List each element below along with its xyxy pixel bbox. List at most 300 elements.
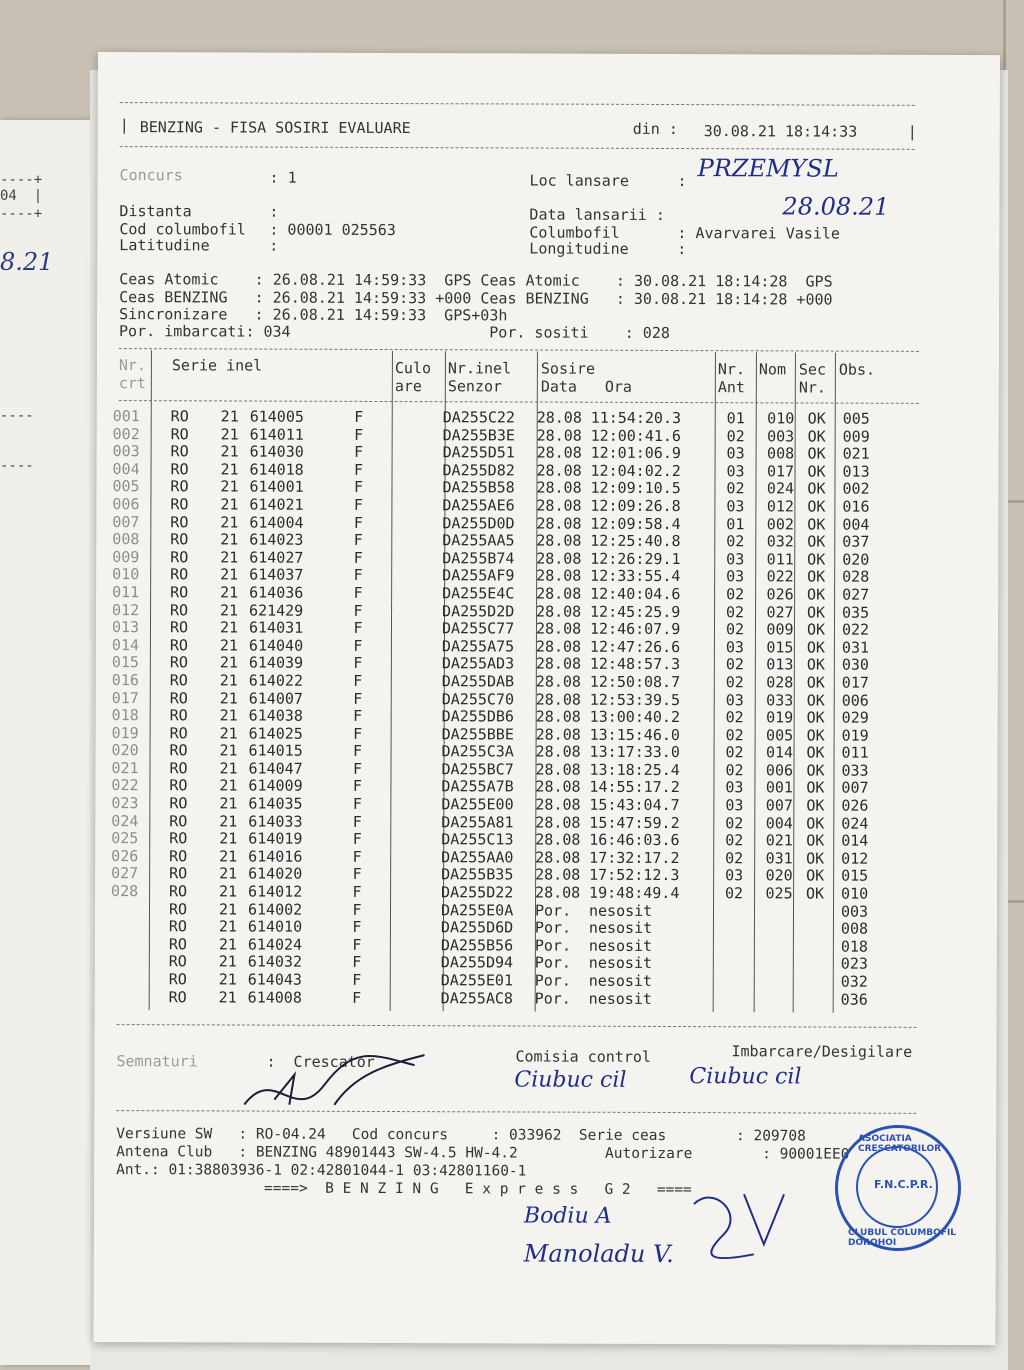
cell-c: RO <box>169 794 188 813</box>
cell-culo <box>386 814 441 832</box>
divider <box>119 348 919 352</box>
cell-culo <box>386 761 441 779</box>
cell-nom: 026 <box>766 585 794 604</box>
cell-culo <box>386 990 441 1008</box>
cell-time: 12:09:10.5 <box>590 479 681 498</box>
cell-ant: 03 <box>726 549 745 569</box>
cell-nr <box>111 953 148 971</box>
cell-senzor: DA255B3E <box>442 425 515 445</box>
cell-ant: 02 <box>725 761 744 780</box>
cell-c: RO <box>169 706 188 725</box>
cell-ring: 614031 <box>248 618 304 637</box>
cell-y: 21 <box>220 407 239 426</box>
cell-date: 28.08 <box>535 637 582 656</box>
col-ora: Ora <box>604 377 632 396</box>
cell-c: RO <box>169 688 188 707</box>
cell-sec: OK <box>806 655 825 674</box>
cell-obs: 021 <box>842 444 870 463</box>
cell-sec <box>797 921 833 939</box>
cell-s: F <box>353 601 363 620</box>
document-title: BENZING - FISA SOSIRI EVALUARE <box>139 118 411 138</box>
cell-y: 21 <box>219 847 238 866</box>
cell-sec: OK <box>806 726 825 745</box>
cell-nom: 003 <box>767 426 795 446</box>
cell-ant <box>707 956 761 974</box>
cell-sec: OK <box>806 620 826 639</box>
cell-y: 21 <box>220 565 239 584</box>
cell-senzor: DA255C77 <box>441 619 515 638</box>
col-nom: Nom <box>758 360 787 379</box>
cell-nr: 021 <box>111 758 139 778</box>
cell-c: RO <box>168 987 187 1006</box>
cell-nr <box>111 901 148 919</box>
cell-date: 28.08 <box>536 461 582 480</box>
cell-culo <box>387 585 442 603</box>
cell-y: 21 <box>219 724 238 743</box>
cell-c: RO <box>169 635 188 655</box>
col-ant: Ant <box>717 378 745 397</box>
cell-s: F <box>352 935 362 954</box>
cell-date: 28.08 <box>536 496 582 515</box>
cell-sec: OK <box>806 866 825 885</box>
stamp-top-text: ASOCIATIA CRESCATORILOR <box>858 1134 942 1154</box>
cell-senzor: DA255D0D <box>442 513 515 533</box>
cell-nom: 009 <box>766 620 794 639</box>
cell-ant: 03 <box>725 690 744 709</box>
cell-date: 28.08 <box>535 672 581 691</box>
cell-sec: OK <box>806 638 825 657</box>
col-data: Data <box>540 377 577 396</box>
cell-time: 12:50:08.7 <box>589 672 681 691</box>
comisia-signature-2: Ciubuc cil <box>689 1064 802 1090</box>
col-nr: Nr. <box>118 356 147 375</box>
cell-ant: 02 <box>726 532 745 551</box>
cell-senzor: DA255A81 <box>441 812 514 832</box>
cell-ring: 614022 <box>248 671 304 690</box>
cell-date: 28.08 <box>535 795 581 814</box>
arrivals-table <box>111 408 903 1009</box>
cell-sec: OK <box>807 462 826 481</box>
cell-senzor: DA255AE6 <box>442 496 515 515</box>
cell-ring: 614019 <box>248 829 303 848</box>
cell-sec <box>797 903 833 921</box>
cell-senzor: DA255BC7 <box>441 760 514 779</box>
cell-time: nesosit <box>588 901 653 920</box>
cell-time: 12:40:04.6 <box>590 584 681 603</box>
cell-sec: OK <box>806 708 825 727</box>
cell-y: 21 <box>219 882 238 901</box>
cell-y: 21 <box>219 636 238 655</box>
cell-nr: 013 <box>111 618 140 637</box>
cell-ring: 614027 <box>249 548 304 567</box>
cell-date: 28.08 <box>535 690 581 709</box>
cell-c: RO <box>169 882 188 901</box>
cell-nom <box>761 903 797 921</box>
cell-ring: 614043 <box>247 970 302 989</box>
cell-y: 21 <box>220 530 239 549</box>
cell-ant: 02 <box>725 708 744 727</box>
cell-sec: OK <box>807 515 826 534</box>
cell-nr: 012 <box>112 600 140 619</box>
cell-obs: 007 <box>841 779 869 798</box>
cell-s: F <box>352 794 362 813</box>
cell-senzor: DA255AA5 <box>442 531 515 550</box>
cell-y: 21 <box>219 600 239 620</box>
cell-ant: 01 <box>726 409 745 428</box>
pigeons-count: Por. imbarcati: 034 Por. sositi : 028 <box>118 322 670 342</box>
cell-nr: 023 <box>111 794 139 813</box>
cell-ring: 614010 <box>247 917 303 936</box>
cell-culo <box>386 919 441 937</box>
cell-s: F <box>353 460 364 479</box>
cell-nr: 009 <box>112 547 140 566</box>
cell-date: 28.08 <box>536 531 582 550</box>
cell-nom: 017 <box>766 462 795 481</box>
cell-s: F <box>352 988 362 1007</box>
cell-obs: 035 <box>842 603 870 622</box>
cell-ant: 02 <box>725 673 744 692</box>
cell-obs: 026 <box>841 796 869 815</box>
cell-time: 19:48:49.4 <box>589 883 680 903</box>
cell-senzor: DA255AD3 <box>441 654 515 673</box>
cell-culo <box>386 796 441 814</box>
cell-nom: 005 <box>766 726 794 745</box>
cell-culo <box>387 497 442 515</box>
cell-sec: OK <box>806 603 826 622</box>
cell-s: F <box>352 900 362 919</box>
cell-ring: 614023 <box>249 530 304 549</box>
col-culo: Culo <box>394 359 432 378</box>
cell-culo <box>387 708 442 726</box>
cell-nom: 011 <box>766 550 794 569</box>
cell-sec: OK <box>806 778 825 798</box>
cell-ring: 614021 <box>249 495 304 514</box>
semnaturi-label: Semnaturi <box>116 1052 198 1071</box>
report-datetime: 30.08.21 18:14:33 <box>703 122 858 141</box>
cell-senzor: DA255BBE <box>441 724 514 744</box>
cell-ant: 03 <box>726 461 745 481</box>
cell-obs: 016 <box>842 497 870 516</box>
cell-obs: 022 <box>841 620 870 639</box>
col-crt: crt <box>118 374 146 393</box>
cell-s: F <box>354 407 364 426</box>
cell-nr: 020 <box>111 741 139 760</box>
cell-nom: 027 <box>766 602 794 621</box>
cell-obs: 004 <box>842 515 870 534</box>
cell-senzor: DA255E0A <box>440 900 514 920</box>
cell-date: 28.08 <box>535 830 581 849</box>
cell-ring: 614018 <box>249 460 304 479</box>
cell-time: nesosit <box>588 954 653 973</box>
cell-date: 28.08 <box>536 602 582 621</box>
cell-senzor: DA255D22 <box>441 883 514 902</box>
cell-s: F <box>352 865 362 884</box>
cell-time: 12:46:07.9 <box>589 619 681 639</box>
cell-ant: 01 <box>726 514 745 533</box>
stamp-center-text: F.N.C.P.R. <box>874 1178 933 1191</box>
cell-time: 12:01:06.9 <box>590 443 681 463</box>
cell-nom: 012 <box>766 497 794 516</box>
cell-ring: 614015 <box>248 741 303 761</box>
cell-nr: 014 <box>111 635 140 654</box>
cell-c: RO <box>169 653 188 672</box>
cell-culo <box>386 849 441 867</box>
cell-nr: 006 <box>112 495 140 514</box>
cell-time: nesosit <box>588 989 652 1008</box>
cell-obs: 008 <box>840 919 869 938</box>
cell-sec <box>797 991 833 1009</box>
cell-obs: 015 <box>841 867 869 886</box>
cell-obs: 006 <box>841 691 869 710</box>
cell-y: 21 <box>219 776 238 795</box>
cell-c: RO <box>168 899 188 918</box>
cell-date: 28.08 <box>535 760 581 779</box>
cell-nr: 015 <box>111 653 139 672</box>
cell-culo <box>387 655 442 673</box>
cell-senzor: DA255B74 <box>442 548 515 568</box>
cell-ant: 02 <box>725 813 744 832</box>
cell-y: 21 <box>220 548 239 567</box>
cell-date: 28.08 <box>536 408 582 427</box>
cell-date: Por. <box>534 901 572 920</box>
cell-y: 21 <box>219 688 238 707</box>
cell-nom: 020 <box>765 866 793 885</box>
cell-c: RO <box>170 512 189 531</box>
loc-colon: : <box>677 172 687 191</box>
cell-sec: OK <box>806 796 825 815</box>
cell-time: nesosit <box>588 971 653 990</box>
cell-senzor: DA255C3A <box>441 742 514 761</box>
cell-y: 21 <box>218 917 238 936</box>
header-bar-right: | <box>907 122 917 141</box>
cell-senzor: DA255A75 <box>441 636 515 656</box>
cell-y: 21 <box>219 706 238 725</box>
cell-culo <box>387 603 442 621</box>
header-bar-left: | <box>119 116 129 135</box>
cell-s: F <box>353 495 363 514</box>
cell-time: 15:47:59.2 <box>589 813 680 832</box>
cell-s: F <box>352 759 363 778</box>
cell-ant: 03 <box>725 796 744 815</box>
cell-obs: 013 <box>842 462 870 481</box>
cell-nr: 022 <box>111 776 139 795</box>
lat-label: Latitudine <box>119 236 210 255</box>
table-row <box>111 989 901 1009</box>
cell-time: 13:15:46.0 <box>589 725 680 744</box>
cell-nr: 011 <box>112 582 140 602</box>
cell-c: RO <box>170 460 189 479</box>
cell-s: F <box>352 812 362 831</box>
cell-date: 28.08 <box>536 478 582 498</box>
clock-atomic: Ceas Atomic : 26.08.21 14:59:33 GPS Ceas Atomic : 30.08.21 18:14:28 GPS <box>119 270 833 291</box>
cell-senzor: DA255E01 <box>440 971 514 990</box>
cell-ring: 614005 <box>249 407 304 426</box>
cell-time: 13:17:33.0 <box>589 743 680 762</box>
col-nr-ant: Nr. <box>717 360 746 379</box>
cell-y: 21 <box>218 970 237 989</box>
cell-time: 13:18:25.4 <box>589 760 680 779</box>
cell-nom <box>761 956 797 974</box>
cell-y: 21 <box>219 671 238 690</box>
cell-senzor: DA255D51 <box>442 443 515 462</box>
cell-nom: 013 <box>766 655 794 674</box>
cell-culo <box>386 778 441 796</box>
cell-sec <box>797 938 833 956</box>
cell-date: 28.08 <box>536 514 582 533</box>
cell-sec: OK <box>806 673 825 692</box>
cell-ring: 614033 <box>248 812 303 831</box>
col-serie: Serie inel <box>171 356 263 375</box>
cell-culo <box>387 567 442 585</box>
cell-date: Por. <box>534 936 572 955</box>
col-nrinel: Nr.inel <box>447 359 512 378</box>
cell-senzor: DA255E4C <box>442 584 515 603</box>
cell-s: F <box>352 882 362 901</box>
official-signature <box>684 1174 794 1274</box>
cell-ant: 02 <box>725 884 744 903</box>
cell-culo <box>386 954 441 972</box>
cell-ant: 02 <box>725 849 744 868</box>
long-label: Longitudine <box>529 239 629 258</box>
cell-time: 16:46:03.6 <box>589 830 680 850</box>
cell-s: F <box>353 583 363 602</box>
cell-nr <box>111 936 148 954</box>
comisia-signature-1: Ciubuc cil <box>514 1067 627 1093</box>
cell-senzor: DA255B56 <box>440 936 514 955</box>
cell-y: 21 <box>219 794 238 813</box>
cell-senzor: DA255AC8 <box>440 988 513 1008</box>
cell-obs: 003 <box>840 902 869 921</box>
cell-senzor: DA255DB6 <box>441 707 514 726</box>
cell-c: RO <box>169 741 188 760</box>
cell-time: 12:09:58.4 <box>590 514 681 533</box>
cell-nr: 018 <box>111 706 139 725</box>
loc-label: Loc lansare <box>529 171 629 190</box>
cell-y: 21 <box>220 477 239 496</box>
cell-nom: 007 <box>765 796 793 815</box>
cell-ring: 614040 <box>248 636 304 655</box>
cell-c: RO <box>169 847 188 866</box>
cell-date: 28.08 <box>536 549 582 568</box>
cell-s: F <box>353 636 363 655</box>
cell-obs: 030 <box>841 655 869 675</box>
cell-s: F <box>352 953 362 972</box>
cell-ring: 614012 <box>248 882 303 901</box>
cell-senzor: DA255C13 <box>441 830 514 849</box>
cell-nom <box>761 991 797 1009</box>
cell-culo <box>387 691 442 709</box>
cell-nom: 021 <box>765 831 793 850</box>
cell-nr: 005 <box>112 477 140 496</box>
divider <box>117 1024 917 1028</box>
cell-c: RO <box>168 970 187 989</box>
cell-senzor: DA255D2D <box>442 601 515 620</box>
col-sec: Sec <box>798 360 827 379</box>
cell-y: 21 <box>219 618 239 637</box>
cell-ring: 614030 <box>249 442 304 461</box>
cell-obs: 010 <box>841 884 869 903</box>
cell-obs: 011 <box>841 743 869 762</box>
cell-date: 28.08 <box>535 654 582 674</box>
cell-culo <box>388 444 443 462</box>
cell-ring: 614032 <box>247 952 303 972</box>
cell-y: 21 <box>219 741 238 760</box>
cell-ring: 621429 <box>249 601 304 620</box>
cell-senzor: DA255C70 <box>441 689 515 708</box>
left-handwriting: 8.21 <box>0 248 54 276</box>
imbarcare-label: Imbarcare/Desigilare <box>731 1042 913 1061</box>
cell-time: 12:26:29.1 <box>590 549 681 568</box>
left-frag: 04 | <box>0 188 43 204</box>
cell-c: RO <box>169 600 189 619</box>
cell-y: 21 <box>218 900 238 919</box>
cell-c: RO <box>169 723 188 743</box>
cell-date: Por. <box>534 971 571 990</box>
cell-nr: 007 <box>112 512 140 531</box>
cell-culo <box>387 550 442 568</box>
cell-ring: 614009 <box>248 776 303 796</box>
cell-time: 15:43:04.7 <box>589 795 680 815</box>
cell-date: 28.08 <box>535 865 581 885</box>
col-senzor: Senzor <box>447 377 503 396</box>
cell-obs: 028 <box>842 567 870 587</box>
cell-time: 17:52:12.3 <box>589 866 680 885</box>
cell-ring: 614037 <box>249 565 304 585</box>
cell-ant: 02 <box>725 725 744 744</box>
cell-senzor: DA255C22 <box>442 408 516 427</box>
data-lansarii-handwritten: 28.08.21 <box>782 192 890 221</box>
concurs-value: : 1 <box>269 168 297 187</box>
divider <box>119 400 919 404</box>
cell-s: F <box>353 689 363 708</box>
cell-ant: 03 <box>726 497 745 516</box>
cell-ring: 614039 <box>248 653 304 673</box>
cell-senzor: DA255E00 <box>441 795 514 814</box>
cell-obs: 017 <box>841 673 869 692</box>
cell-obs: 019 <box>841 726 869 745</box>
cell-nom: 033 <box>766 690 794 709</box>
cell-nr: 026 <box>111 846 139 865</box>
cell-culo <box>388 427 443 445</box>
cell-c: RO <box>170 442 189 461</box>
cell-obs: 005 <box>842 409 870 428</box>
cell-sec: OK <box>807 497 826 516</box>
cell-obs: 029 <box>841 708 869 727</box>
lat-value: : <box>269 236 279 255</box>
cell-culo <box>387 638 442 656</box>
antennas-line: Ant.: 01:38803936-1 02:42801044-1 03:42801160-1 <box>116 1162 527 1180</box>
cell-ant <box>707 920 761 938</box>
cell-y: 21 <box>220 583 239 602</box>
cell-s: F <box>354 443 364 462</box>
cell-nom: 006 <box>765 761 794 780</box>
cell-ant: 02 <box>726 426 745 445</box>
cell-c: RO <box>170 530 189 549</box>
cell-ant: 02 <box>725 602 745 621</box>
cell-obs: 031 <box>841 638 870 657</box>
cell-obs: 018 <box>840 937 869 956</box>
cell-c: RO <box>170 565 189 584</box>
cell-ring: 614035 <box>248 794 303 813</box>
cell-c: RO <box>169 864 188 883</box>
cell-c: RO <box>170 424 189 443</box>
cell-s: F <box>353 619 363 638</box>
cell-time: 12:33:55.4 <box>590 567 681 586</box>
cell-culo <box>387 620 442 638</box>
cell-y: 21 <box>219 829 238 848</box>
divider <box>120 102 915 106</box>
cell-nr: 027 <box>111 864 139 883</box>
